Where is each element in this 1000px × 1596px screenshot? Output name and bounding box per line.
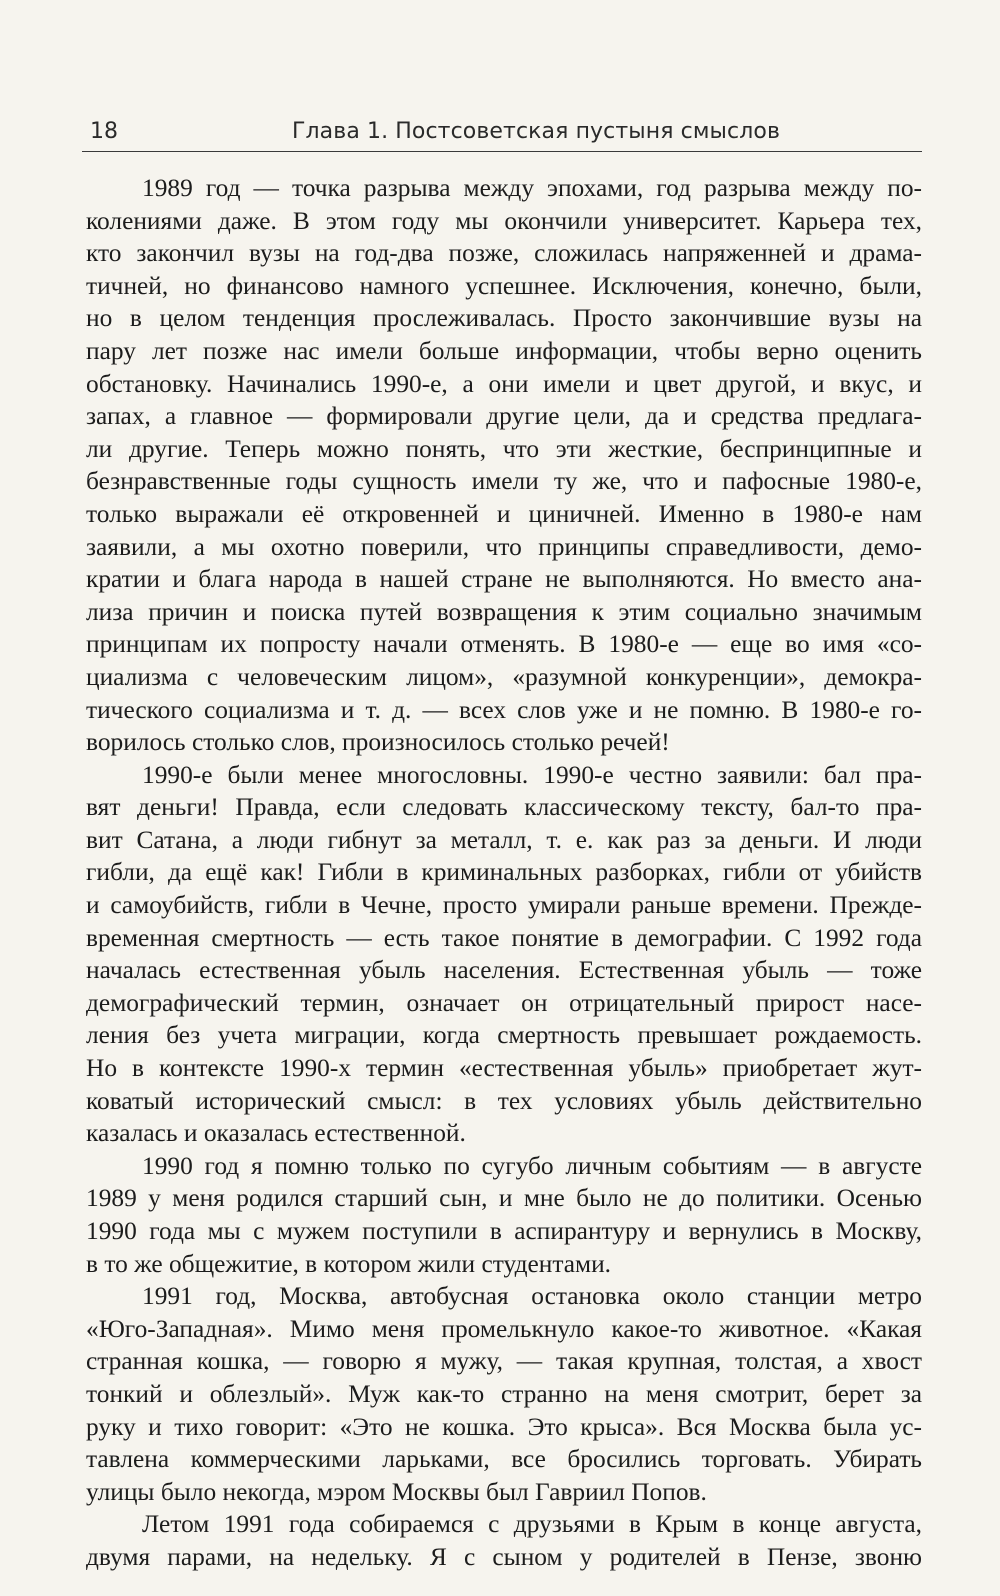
text-line: Но в контексте 1990-х термин «естественная убыль» приобретает жут- <box>86 1054 922 1083</box>
text-line: коватый исторический смысл: в тех условиях убыль действительно <box>86 1086 922 1115</box>
text-line: запах, а главное — формировали другие цели, да и средства предлага- <box>86 402 922 431</box>
text-line: лиза причин и поиска путей возвращения к этим социально значимым <box>86 597 922 626</box>
text-line: казалась и оказалась естественной. <box>86 1119 466 1148</box>
text-line: обстановку. Начинались 1990-е, а они имели и цвет другой, и вкус, и <box>86 369 922 398</box>
text-line: только выражали её откровенней и циничней. Именно в 1980-е нам <box>86 499 922 528</box>
page-number: 18 <box>90 119 118 144</box>
text-line: в то же общежитие, в котором жили студентами. <box>86 1249 612 1278</box>
text-line: 1990-е были менее многословны. 1990-е честно заявили: бал пра- <box>142 760 922 789</box>
text-line: ворилось столько слов, произносилось столько речей! <box>86 728 670 757</box>
text-line: и самоубийств, гибли в Чечне, просто умирали раньше времени. Преждe- <box>86 891 922 920</box>
text-line: ли другие. Теперь можно понять, что эти жесткие, беспринципные и <box>86 434 922 463</box>
text-line: руку и тихо говорит: «Это не кошка. Это крыса». Вся Москва была ус- <box>86 1412 922 1441</box>
text-line: вит Сатана, а люди гибнут за металл, т. е. как раз за деньги. И люди <box>86 825 922 854</box>
text-line: заявили, а мы охотно поверили, что принципы справедливости, демо- <box>86 532 922 561</box>
paragraph <box>86 1508 922 1573</box>
text-line: вят деньги! Правда, если следовать классическому тексту, бал-то пра- <box>86 793 922 822</box>
text-line: безнравственные годы сущность имели ту же, что и пафосные 1980-е, <box>86 467 922 496</box>
text-line: циализма с человеческим лицом», «разумной конкуренции», демокра- <box>86 662 922 691</box>
text-line: 1990 года мы с мужем поступили в аспирантуру и вернулись в Москву, <box>86 1217 922 1245</box>
text-line: тичней, но финансово намного успешнее. Исключения, конечно, были, <box>86 271 922 300</box>
text-line: тического социализма и т. д. — всех слов уже и не помню. В 1980-е го- <box>86 695 922 724</box>
running-header <box>82 113 922 152</box>
paragraph <box>86 172 922 759</box>
text-line: принципам их попросту начали отменять. В 1980-е — еще во имя «со- <box>86 630 922 659</box>
text-line: улицы было некогда, мэром Москвы был Гавриил Попов. <box>86 1477 707 1506</box>
text-line: демографический термин, означает он отрицательный прирост насе- <box>86 988 922 1017</box>
text-line: кто закончил вузы на год-два позже, сложилась напряженней и драма- <box>86 239 922 268</box>
text-line: ления без учета миграции, когда смертность превышает рождаемость. <box>86 1021 922 1050</box>
text-line: но в целом тенденция прослеживалась. Просто закончившие вузы на <box>86 304 922 333</box>
text-line: 1989 у меня родился старший сын, и мне было не до политики. Осенью <box>86 1184 922 1213</box>
text-line: временная смертность — есть такое понятие в демографии. С 1992 года <box>86 923 922 952</box>
text-line: 1990 год я помню только по сугубо личным событиям — в августе <box>142 1151 922 1180</box>
text-line: «Юго-Западная». Мимо меня промелькнуло какое-то животное. «Какая <box>86 1314 922 1343</box>
text-line: кратии и блага народа в нашей стране не выполняются. Но вместо ана- <box>86 565 922 594</box>
chapter-title: Глава 1. Постсоветская пустыня смыслов <box>292 119 781 144</box>
paragraph <box>86 1150 922 1280</box>
paragraph <box>86 759 922 1150</box>
text-line: началась естественная убыль населения. Естественная убыль — тоже <box>86 956 922 985</box>
text-line: двумя парами, на недельку. Я с сыном у родителей в Пензе, звоню <box>86 1542 922 1571</box>
text-line: 1989 год — точка разрыва между эпохами, год разрыва между по- <box>142 174 922 202</box>
paragraph <box>86 1280 922 1508</box>
text-line: тавлена коммерческими ларьками, все бросились торговать. Убирать <box>86 1445 922 1474</box>
text-line: Летом 1991 года собираемся с друзьями в Крым в конце августа, <box>142 1510 922 1539</box>
text-line: странная кошка, — говорю я мужу, — такая крупная, толстая, а хвост <box>86 1347 922 1376</box>
text-line: пару лет позже нас имели больше информации, чтобы верно оценить <box>86 336 922 365</box>
text-line: тонкий и облезлый». Муж как-то странно на меня смотрит, берет за <box>86 1379 922 1408</box>
text-line: гибли, да ещё как! Гибли в криминальных разборках, гибли от убийств <box>86 858 922 887</box>
text-line: 1991 год, Москва, автобусная остановка около станции метро <box>142 1282 922 1311</box>
body-text <box>86 172 922 1574</box>
text-line: колениями даже. В этом году мы окончили университет. Карьера тех, <box>86 206 922 235</box>
